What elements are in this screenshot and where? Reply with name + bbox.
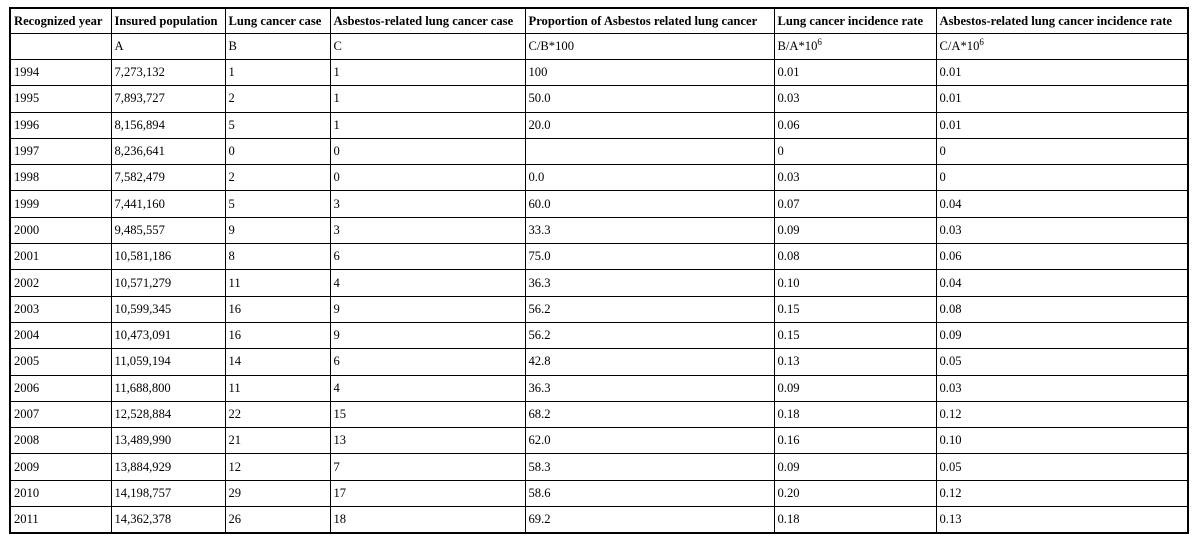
cell-proportion xyxy=(525,138,774,164)
cell-proportion: 58.6 xyxy=(525,480,774,506)
cell-asbestos-case: 6 xyxy=(330,244,525,270)
cell-year: 2009 xyxy=(10,454,111,480)
cell-incidence-rate: 0.03 xyxy=(774,86,936,112)
cell-incidence-rate: 0.18 xyxy=(774,507,936,534)
cell-asbestos-incidence-rate: 0.03 xyxy=(936,375,1188,401)
cell-incidence-rate: 0 xyxy=(774,138,936,164)
cell-lung-cancer-case: 11 xyxy=(225,375,330,401)
cell-proportion: 100 xyxy=(525,60,774,86)
table-row xyxy=(10,349,1188,375)
cell-insured-population: 7,441,160 xyxy=(111,191,225,217)
formula-incidence-exp: 6 xyxy=(817,36,822,47)
formula-row xyxy=(10,34,1188,60)
cell-year: 1998 xyxy=(10,165,111,191)
cell-insured-population: 11,688,800 xyxy=(111,375,225,401)
cell-asbestos-incidence-rate: 0.09 xyxy=(936,322,1188,348)
cell-year: 2011 xyxy=(10,507,111,534)
cell-lung-cancer-case: 26 xyxy=(225,507,330,534)
cell-insured-population: 9,485,557 xyxy=(111,217,225,243)
cell-incidence-rate: 0.09 xyxy=(774,217,936,243)
cell-proportion: 50.0 xyxy=(525,86,774,112)
formula-asbestos: C xyxy=(330,34,525,60)
cell-incidence-rate: 0.15 xyxy=(774,322,936,348)
formula-proportion: C/B*100 xyxy=(525,34,774,60)
cell-insured-population: 10,473,091 xyxy=(111,322,225,348)
cell-year: 2005 xyxy=(10,349,111,375)
header-proportion: Proportion of Asbestos related lung cancer xyxy=(525,8,774,34)
cell-lung-cancer-case: 8 xyxy=(225,244,330,270)
table-row xyxy=(10,322,1188,348)
formula-asbestos-incidence xyxy=(936,34,1188,60)
header-asbestos-incidence-rate: Asbestos-related lung cancer incidence rate xyxy=(936,8,1188,34)
cell-insured-population: 14,198,757 xyxy=(111,480,225,506)
table-row xyxy=(10,270,1188,296)
cell-year: 1995 xyxy=(10,86,111,112)
cell-lung-cancer-case: 5 xyxy=(225,191,330,217)
formula-incidence xyxy=(774,34,936,60)
table-row xyxy=(10,86,1188,112)
cell-incidence-rate: 0.08 xyxy=(774,244,936,270)
cell-year: 2010 xyxy=(10,480,111,506)
cell-insured-population: 7,893,727 xyxy=(111,86,225,112)
cell-asbestos-incidence-rate: 0.06 xyxy=(936,244,1188,270)
cell-asbestos-case: 1 xyxy=(330,60,525,86)
cell-insured-population: 8,156,894 xyxy=(111,112,225,138)
cell-asbestos-incidence-rate: 0.05 xyxy=(936,454,1188,480)
cell-year: 2007 xyxy=(10,401,111,427)
cell-year: 2003 xyxy=(10,296,111,322)
cell-proportion: 60.0 xyxy=(525,191,774,217)
table-row xyxy=(10,138,1188,164)
cell-asbestos-case: 3 xyxy=(330,217,525,243)
cell-lung-cancer-case: 5 xyxy=(225,112,330,138)
table-row xyxy=(10,480,1188,506)
cell-year: 1999 xyxy=(10,191,111,217)
cell-lung-cancer-case: 0 xyxy=(225,138,330,164)
cell-insured-population: 10,599,345 xyxy=(111,296,225,322)
cell-lung-cancer-case: 9 xyxy=(225,217,330,243)
cell-insured-population: 13,884,929 xyxy=(111,454,225,480)
cell-lung-cancer-case: 14 xyxy=(225,349,330,375)
cell-proportion: 69.2 xyxy=(525,507,774,534)
cell-lung-cancer-case: 1 xyxy=(225,60,330,86)
table-row xyxy=(10,244,1188,270)
header-row xyxy=(10,8,1188,34)
cell-asbestos-incidence-rate: 0.04 xyxy=(936,191,1188,217)
cell-asbestos-incidence-rate: 0 xyxy=(936,165,1188,191)
header-recognized-year: Recognized year xyxy=(10,8,111,34)
cell-lung-cancer-case: 16 xyxy=(225,322,330,348)
header-asbestos-case: Asbestos-related lung cancer case xyxy=(330,8,525,34)
cell-year: 2004 xyxy=(10,322,111,348)
cell-asbestos-incidence-rate: 0.01 xyxy=(936,86,1188,112)
cell-proportion: 58.3 xyxy=(525,454,774,480)
cell-proportion: 75.0 xyxy=(525,244,774,270)
cell-asbestos-incidence-rate: 0.13 xyxy=(936,507,1188,534)
cell-asbestos-case: 0 xyxy=(330,138,525,164)
cell-insured-population: 13,489,990 xyxy=(111,428,225,454)
cell-lung-cancer-case: 2 xyxy=(225,165,330,191)
cell-asbestos-case: 6 xyxy=(330,349,525,375)
table-container xyxy=(9,7,1189,534)
table-row xyxy=(10,454,1188,480)
cell-incidence-rate: 0.20 xyxy=(774,480,936,506)
cell-incidence-rate: 0.13 xyxy=(774,349,936,375)
cell-incidence-rate: 0.09 xyxy=(774,375,936,401)
cell-proportion: 56.2 xyxy=(525,296,774,322)
formula-year xyxy=(10,34,111,60)
cell-insured-population: 10,571,279 xyxy=(111,270,225,296)
cell-proportion: 68.2 xyxy=(525,401,774,427)
header-incidence-rate: Lung cancer incidence rate xyxy=(774,8,936,34)
cell-insured-population: 12,528,884 xyxy=(111,401,225,427)
cell-asbestos-incidence-rate: 0.10 xyxy=(936,428,1188,454)
cell-asbestos-case: 4 xyxy=(330,270,525,296)
cell-lung-cancer-case: 22 xyxy=(225,401,330,427)
cell-asbestos-incidence-rate: 0.12 xyxy=(936,401,1188,427)
cell-lung-cancer-case: 16 xyxy=(225,296,330,322)
cell-lung-cancer-case: 29 xyxy=(225,480,330,506)
cell-incidence-rate: 0.09 xyxy=(774,454,936,480)
cell-proportion: 36.3 xyxy=(525,375,774,401)
header-lung-cancer-case: Lung cancer case xyxy=(225,8,330,34)
cell-proportion: 36.3 xyxy=(525,270,774,296)
cell-year: 2001 xyxy=(10,244,111,270)
cell-asbestos-incidence-rate: 0.08 xyxy=(936,296,1188,322)
table-row xyxy=(10,401,1188,427)
cell-asbestos-incidence-rate: 0.03 xyxy=(936,217,1188,243)
cell-insured-population: 7,582,479 xyxy=(111,165,225,191)
table-row xyxy=(10,296,1188,322)
cell-insured-population: 8,236,641 xyxy=(111,138,225,164)
cell-proportion: 62.0 xyxy=(525,428,774,454)
cell-asbestos-case: 17 xyxy=(330,480,525,506)
cell-incidence-rate: 0.10 xyxy=(774,270,936,296)
cell-asbestos-case: 7 xyxy=(330,454,525,480)
table-row xyxy=(10,191,1188,217)
cell-asbestos-case: 15 xyxy=(330,401,525,427)
formula-asbestos-incidence-exp: 6 xyxy=(979,36,984,47)
cell-year: 2002 xyxy=(10,270,111,296)
asbestos-lung-cancer-table xyxy=(9,7,1189,534)
table-row xyxy=(10,428,1188,454)
cell-lung-cancer-case: 12 xyxy=(225,454,330,480)
cell-asbestos-case: 9 xyxy=(330,296,525,322)
cell-proportion: 0.0 xyxy=(525,165,774,191)
cell-asbestos-case: 1 xyxy=(330,112,525,138)
cell-insured-population: 7,273,132 xyxy=(111,60,225,86)
cell-asbestos-case: 1 xyxy=(330,86,525,112)
cell-asbestos-incidence-rate: 0.01 xyxy=(936,112,1188,138)
cell-lung-cancer-case: 2 xyxy=(225,86,330,112)
cell-asbestos-incidence-rate: 0.05 xyxy=(936,349,1188,375)
cell-lung-cancer-case: 11 xyxy=(225,270,330,296)
cell-asbestos-case: 18 xyxy=(330,507,525,534)
cell-year: 1997 xyxy=(10,138,111,164)
formula-lung: B xyxy=(225,34,330,60)
cell-proportion: 42.8 xyxy=(525,349,774,375)
table-row xyxy=(10,112,1188,138)
cell-incidence-rate: 0.06 xyxy=(774,112,936,138)
table-row xyxy=(10,217,1188,243)
cell-lung-cancer-case: 21 xyxy=(225,428,330,454)
formula-asbestos-incidence-base: C/A*10 xyxy=(939,39,980,53)
cell-incidence-rate: 0.03 xyxy=(774,165,936,191)
formula-incidence-base: B/A*10 xyxy=(777,39,818,53)
cell-incidence-rate: 0.01 xyxy=(774,60,936,86)
cell-asbestos-incidence-rate: 0.01 xyxy=(936,60,1188,86)
cell-year: 1996 xyxy=(10,112,111,138)
cell-proportion: 20.0 xyxy=(525,112,774,138)
cell-incidence-rate: 0.07 xyxy=(774,191,936,217)
cell-year: 2006 xyxy=(10,375,111,401)
cell-asbestos-incidence-rate: 0.12 xyxy=(936,480,1188,506)
cell-insured-population: 10,581,186 xyxy=(111,244,225,270)
cell-asbestos-case: 3 xyxy=(330,191,525,217)
header-insured-population: Insured population xyxy=(111,8,225,34)
cell-asbestos-case: 4 xyxy=(330,375,525,401)
cell-proportion: 33.3 xyxy=(525,217,774,243)
cell-year: 2008 xyxy=(10,428,111,454)
cell-asbestos-incidence-rate: 0.04 xyxy=(936,270,1188,296)
formula-population: A xyxy=(111,34,225,60)
cell-insured-population: 11,059,194 xyxy=(111,349,225,375)
cell-year: 1994 xyxy=(10,60,111,86)
cell-incidence-rate: 0.18 xyxy=(774,401,936,427)
cell-year: 2000 xyxy=(10,217,111,243)
cell-incidence-rate: 0.15 xyxy=(774,296,936,322)
table-row xyxy=(10,60,1188,86)
cell-asbestos-case: 13 xyxy=(330,428,525,454)
table-row xyxy=(10,375,1188,401)
table-row xyxy=(10,165,1188,191)
cell-insured-population: 14,362,378 xyxy=(111,507,225,534)
cell-proportion: 56.2 xyxy=(525,322,774,348)
cell-incidence-rate: 0.16 xyxy=(774,428,936,454)
cell-asbestos-case: 9 xyxy=(330,322,525,348)
table-row xyxy=(10,507,1188,534)
cell-asbestos-incidence-rate: 0 xyxy=(936,138,1188,164)
cell-asbestos-case: 0 xyxy=(330,165,525,191)
